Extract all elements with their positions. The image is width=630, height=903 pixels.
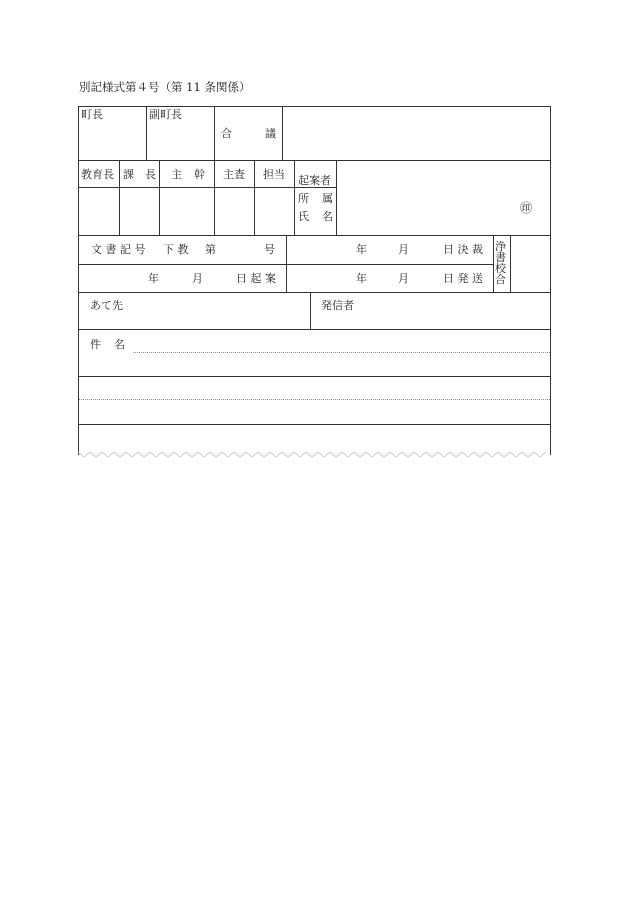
col-line-checker xyxy=(254,160,255,235)
clean-copy-char-4: 合 xyxy=(495,273,506,286)
person-in-charge-label: 担当 xyxy=(263,168,285,181)
row-line-staff-header xyxy=(78,187,336,188)
subject-label-1: 件 xyxy=(90,338,101,351)
drafted-year: 年 xyxy=(148,272,159,285)
deputy-mayor-label: 副町長 xyxy=(149,108,182,121)
drafted-month: 月 xyxy=(192,272,203,285)
col-line-addressee xyxy=(310,292,311,329)
table-left-border xyxy=(78,106,79,455)
sent-day-label: 日 発 送 xyxy=(443,272,483,285)
town-mayor-label: 町長 xyxy=(81,108,103,121)
superintendent-label: 教育長 xyxy=(81,168,114,181)
drafter-name-label-2: 名 xyxy=(322,210,333,223)
col-line-deputy xyxy=(214,106,215,160)
section-chief-label-2: 長 xyxy=(145,168,156,181)
clean-copy-char-3: 校 xyxy=(495,262,506,275)
col-line-person xyxy=(294,160,295,235)
drafter-dept-label-2: 属 xyxy=(322,192,333,205)
row-line-top xyxy=(78,106,551,107)
col-line-consult xyxy=(282,106,283,160)
doc-prefix: 下 教 xyxy=(163,243,189,256)
drafter-dept-label-1: 所 xyxy=(298,192,309,205)
decision-day-label: 日 決 裁 xyxy=(443,243,483,256)
sent-year: 年 xyxy=(356,272,367,285)
section-chief-label-1: 課 xyxy=(123,168,134,181)
sent-month: 月 xyxy=(398,272,409,285)
sender-label: 発信者 xyxy=(321,299,354,312)
body-dotted-line xyxy=(79,399,550,400)
clean-copy-char-2: 書 xyxy=(495,251,506,264)
chief-label-2: 幹 xyxy=(194,168,205,181)
clean-copy-label xyxy=(495,241,507,285)
torn-edge-line xyxy=(78,452,546,457)
addressee-label: あて先 xyxy=(90,299,123,312)
doc-code-label: 文 書 記 号 xyxy=(91,243,146,256)
torn-edge xyxy=(78,449,552,461)
drafter-heading: 起案者 xyxy=(298,174,331,187)
col-line-section-chief xyxy=(159,160,160,235)
row-line-approvals xyxy=(78,160,551,161)
doc-go: 号 xyxy=(264,243,275,256)
row-line-body xyxy=(78,424,551,425)
col-line-drafter xyxy=(336,160,337,235)
row-line-staff xyxy=(78,235,551,236)
checker-label: 主査 xyxy=(223,168,245,181)
col-line-docno xyxy=(286,235,287,292)
clean-copy-char-1: 浄 xyxy=(495,240,506,253)
col-line-mayor xyxy=(146,106,147,160)
consultation-label-1: 合 xyxy=(221,127,232,140)
drafter-name-label-1: 氏 xyxy=(298,210,309,223)
consultation-label-2: 議 xyxy=(265,127,276,140)
seal-mark: ㊞ xyxy=(520,201,533,215)
table-right-border xyxy=(550,106,551,455)
col-line-chief xyxy=(214,160,215,235)
chief-label-1: 主 xyxy=(171,168,182,181)
row-line-dates xyxy=(78,292,551,293)
doc-dai: 第 xyxy=(205,243,216,256)
col-line-decision xyxy=(493,235,494,292)
col-line-clean-copy xyxy=(510,235,511,292)
col-line-superintendent xyxy=(119,160,120,235)
decision-month: 月 xyxy=(398,243,409,256)
form-title: 別記様式第４号（第 11 条関係） xyxy=(79,80,251,94)
drafted-day-label: 日 起 案 xyxy=(236,272,276,285)
decision-year: 年 xyxy=(356,243,367,256)
subject-dotted-line xyxy=(133,352,550,353)
row-line-addressee xyxy=(78,329,551,330)
row-line-subject xyxy=(78,376,551,377)
subject-label-2: 名 xyxy=(114,338,125,351)
